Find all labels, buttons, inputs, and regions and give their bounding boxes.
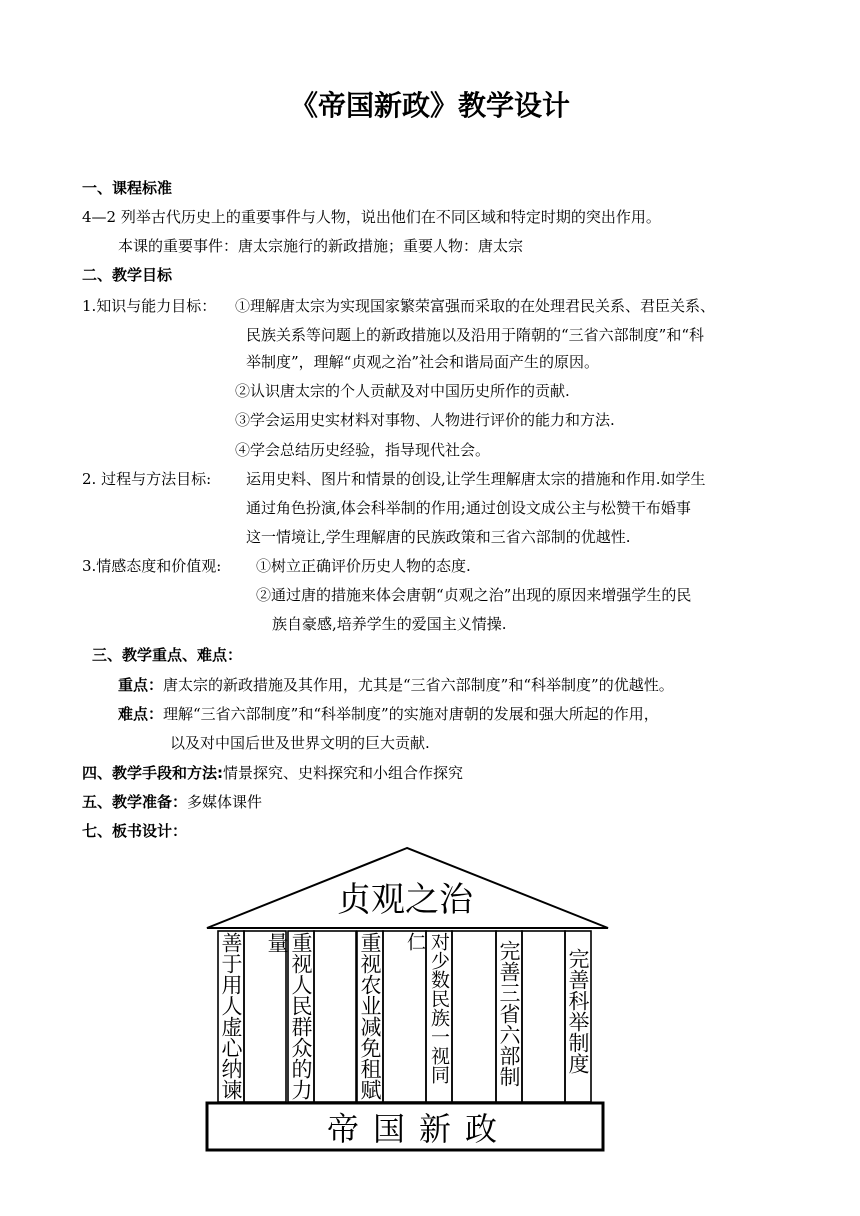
goal-2-line-1: 运用史料、图片和情景的创设,让学生理解唐太宗的措施和作用.如学生 — [246, 470, 706, 488]
pillar-gap-1 — [244, 931, 286, 1102]
section-3-heading: 三、教学重点、难点： — [92, 646, 243, 664]
pillar-3-text: 重视农业减免租赋 — [358, 932, 382, 1100]
section-2-heading: 二、教学目标 — [82, 266, 173, 284]
document-title: 《帝国新政》教学设计 — [289, 89, 570, 122]
section-1-heading: 一、课程标准 — [82, 179, 173, 197]
difficulty-text-2: 以及对中国后世及世界文明的巨大贡献. — [170, 734, 430, 752]
goal-2-prefix: 2. 过程与方法目标: — [82, 470, 212, 488]
pillar-gap-3 — [383, 931, 426, 1102]
goal-1-prefix: 1.知识与能力目标： — [82, 297, 217, 315]
pillar-6-text: 完善科举制度 — [566, 948, 590, 1074]
key-point-label: 重点： — [118, 676, 164, 694]
goal-2-line-3: 这一情境让,学生理解唐的民族政策和三省六部制的优越性. — [246, 528, 631, 546]
section-5-line — [82, 792, 262, 812]
goal-3-prefix: 3.情感态度和价值观: — [82, 557, 222, 575]
pillar-gap-4 — [452, 931, 496, 1102]
goal-3-line-1: ①树立正确评价历史人物的态度. — [256, 557, 471, 575]
section-4-heading: 四、教学手段和方法: — [82, 764, 223, 782]
pillar-gap-5 — [522, 931, 565, 1102]
section-5-heading: 五、教学准备： — [82, 793, 188, 811]
section-4-line — [82, 763, 463, 783]
section-5-text: 多媒体课件 — [187, 793, 263, 811]
pillar-5-text: 完善三省六部制 — [497, 940, 521, 1087]
base-label: 帝国新政 — [326, 1110, 511, 1148]
goal-2-line-2: 通过角色扮演,体会科举制的作用;通过创设文成公主与松赞干布婚事 — [246, 499, 691, 517]
goal-3-line-2: ②通过唐的措施来体会唐朝“贞观之治”出现的原因来增强学生的民 — [256, 586, 692, 604]
goal-1-line-1: ①理解唐太宗为实现国家繁荣富强而采取的在处理君民关系、君臣关系、 — [235, 297, 716, 315]
goal-3-line-3: 族自豪感,培养学生的爱国主义情操. — [272, 615, 507, 633]
goal-1-line-2: 民族关系等问题上的新政措施以及沿用于隋朝的“三省六部制度”和“科 — [246, 326, 705, 344]
roof-label: 贞观之治 — [337, 880, 473, 920]
key-point-line — [118, 675, 674, 695]
pillar-2-text: 重视人民群众的力量 — [265, 932, 313, 1100]
goal-1-line-6: ④学会总结历史经验，指导现代社会。 — [235, 441, 491, 459]
pillar-1-text: 善于用人虚心纳谏 — [219, 932, 243, 1100]
goal-1-line-4: ②认识唐太宗的个人贡献及对中国历史所作的贡献. — [235, 382, 570, 400]
difficulty-line — [118, 704, 659, 724]
difficulty-text-1: 理解“三省六部制度”和“科举制度”的实施对唐朝的发展和强大所起的作用， — [163, 705, 659, 723]
goal-1-line-5: ③学会运用史实材料对事物、人物进行评价的能力和方法. — [235, 411, 615, 429]
pillar-4-text: 对少数民族一视同仁 — [404, 932, 450, 1084]
key-point-text: 唐太宗的新政措施及其作用，尤其是“三省六部制度”和“科举制度”的优越性。 — [163, 676, 674, 694]
goal-1-line-3: 举制度”，理解“贞观之治”社会和谐局面产生的原因。 — [246, 353, 600, 371]
section-4-text: 情景探究、史料探究和小组合作探究 — [223, 764, 464, 782]
curriculum-standard: 4—2 列举古代历史上的重要事件与人物，说出他们在不同区域和特定时期的突出作用。 — [82, 208, 661, 226]
curriculum-note: 本课的重要事件：唐太宗施行的新政措施；重要人物：唐太宗 — [118, 237, 524, 255]
section-7-heading: 七、板书设计： — [82, 822, 188, 840]
pillar-gap-2 — [314, 931, 356, 1102]
difficulty-label: 难点： — [118, 705, 164, 723]
